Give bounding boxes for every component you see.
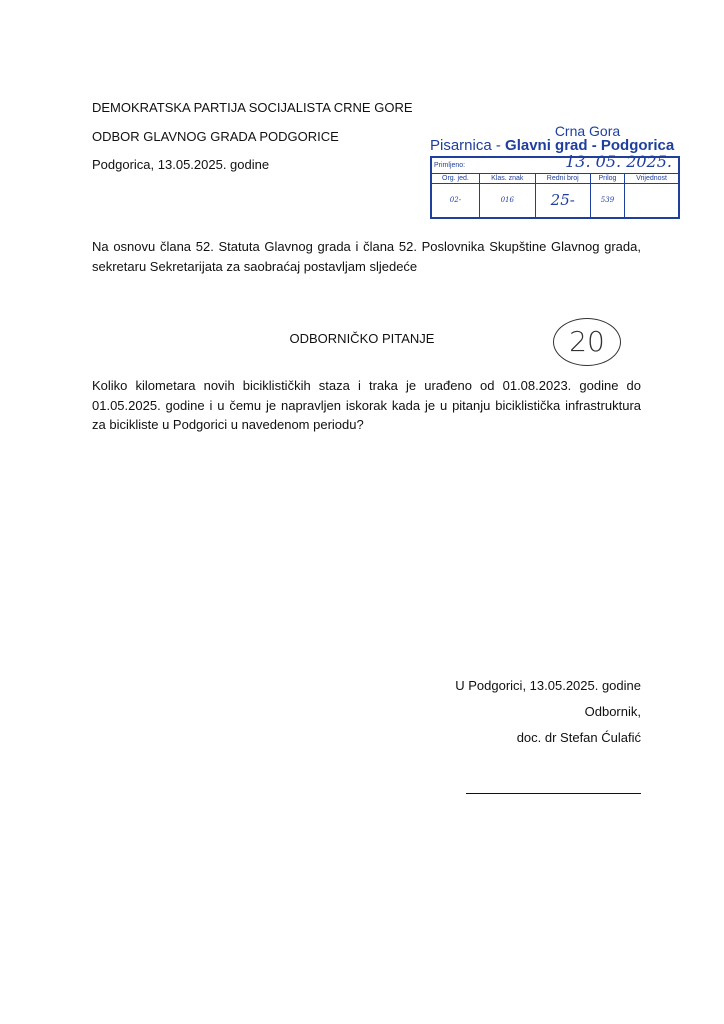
- col-klas: Klas. znak: [479, 174, 535, 184]
- col-redni: Redni broj: [535, 174, 590, 184]
- val-klas: 016: [479, 184, 535, 218]
- intro-paragraph: Na osnovu člana 52. Statuta Glavnog grada i člana 52. Poslovnika Skupštine Glavnog grada, sekretaru Sekretarijata za saobraćaj postavljam sljedeće: [92, 239, 641, 274]
- party-name: DEMOKRATSKA PARTIJA SOCIJALISTA CRNE GORE: [92, 100, 413, 115]
- board-name: ODBOR GLAVNOG GRADA PODGORICE: [92, 129, 339, 144]
- registry-stamp: [430, 124, 685, 219]
- col-org: Org. jed.: [431, 174, 479, 184]
- stamp-office: Pisarnica -: [430, 137, 506, 154]
- signature-role: Odbornik,: [584, 704, 641, 719]
- val-org: 02-: [431, 184, 479, 218]
- header-place-date: Podgorica, 13.05.2025. godine: [92, 157, 270, 172]
- signature-line: [466, 793, 641, 794]
- received-date: 13. 05. 2025.: [565, 152, 672, 171]
- stamp-country: Crna Gora: [554, 123, 621, 139]
- val-redni: 25-: [535, 184, 590, 218]
- col-vrijednost: Vrijednost: [625, 174, 679, 184]
- document-title: ODBORNIČKO PITANJE: [289, 331, 435, 346]
- stamp-table: [430, 152, 680, 219]
- signature-name: doc. dr Stefan Ćulafić: [516, 730, 641, 745]
- col-prilog: Prilog: [590, 174, 624, 184]
- question-paragraph: Koliko kilometara novih biciklističkih staza i traka je urađeno od 01.08.2023. godine do 01.05.2025. godine i u čemu je napravljen iskorak kada je u pitanju biciklistička infrastruktura za bicikliste u Podgorici u navedenom periodu?: [92, 378, 641, 432]
- received-label: Primljeno:: [434, 162, 466, 169]
- stamp-city: Glavni grad - Podgorica: [505, 137, 675, 154]
- val-prilog: 539: [590, 184, 624, 218]
- signature-place-date: U Podgorici, 13.05.2025. godine: [455, 678, 641, 693]
- val-vrijednost: [625, 184, 679, 218]
- handwritten-number: 20: [553, 318, 621, 366]
